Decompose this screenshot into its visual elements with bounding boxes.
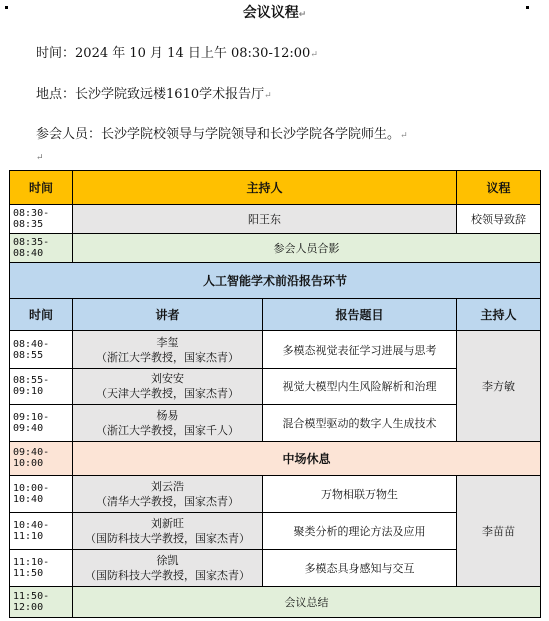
header-row-2: [10, 298, 541, 331]
header-time: 时间: [10, 171, 73, 205]
speaker-affiliation: （浙江大学教授，国家千人）: [96, 423, 239, 437]
talk-time: 09:10-09:40: [10, 404, 73, 442]
talk-topic: 多模态具身感知与交互: [263, 549, 457, 587]
speaker-name: 刘新旺: [151, 517, 184, 531]
header-row-1: [10, 171, 541, 205]
agenda-table: [9, 170, 541, 618]
speaker-affiliation: （天津大学教授，国家杰青）: [96, 387, 239, 401]
talk-row: [10, 475, 541, 513]
row-agenda: 校领导致辞: [457, 204, 541, 233]
row-time: 08:35-08:40: [10, 233, 73, 262]
talk-speaker: [73, 475, 263, 513]
table-row: [10, 233, 541, 262]
speaker-name: 徐凯: [156, 554, 179, 568]
talk-time: 08:40-08:55: [10, 331, 73, 369]
speaker-affiliation: （清华大学教授，国家杰青）: [96, 494, 239, 508]
speaker-name: 李玺: [156, 335, 179, 349]
talk-topic: 混合模型驱动的数字人生成技术: [263, 404, 457, 442]
talk-time: 11:10-11:50: [10, 549, 73, 587]
closing-row: [10, 587, 541, 618]
info-place: 地点：长沙学院致远楼1610学术报告厅↵: [36, 87, 272, 102]
header-speaker: 讲者: [73, 298, 263, 331]
header-agenda: 议程: [457, 171, 541, 205]
speaker-affiliation: （浙江大学教授，国家杰青）: [96, 350, 239, 364]
talk-speaker: [73, 513, 263, 550]
header-host: 主持人: [73, 171, 457, 205]
header-time: 时间: [10, 298, 73, 331]
session-host: 李方敏: [457, 331, 541, 442]
row-time: 08:30-08:35: [10, 204, 73, 233]
speaker-name: 杨易: [156, 408, 179, 422]
info-attendees: 参会人员：长沙学院校领导与学院领导和长沙学院各学院师生。↵: [36, 127, 408, 142]
talk-speaker: [73, 549, 263, 587]
talk-row: [10, 331, 541, 369]
table-row: [10, 204, 541, 233]
talk-topic: 聚类分析的理论方法及应用: [263, 513, 457, 550]
paragraph-mark: ↵: [36, 153, 44, 163]
break-label: 中场休息: [73, 442, 541, 476]
header-host: 主持人: [457, 298, 541, 331]
talk-topic: 视觉大模型内生风险解析和治理: [263, 369, 457, 405]
closing-label: 会议总结: [73, 587, 541, 618]
speaker-affiliation: （国防科技大学教授，国家杰青）: [85, 569, 250, 583]
talk-time: 10:40-11:10: [10, 513, 73, 550]
corner-dot-right: [526, 6, 529, 9]
talk-topic: 万物相联万物生: [263, 475, 457, 513]
page-title: 会议议程↵: [242, 5, 307, 21]
speaker-name: 刘安安: [151, 372, 184, 386]
corner-dot-left: [5, 6, 8, 9]
talk-speaker: [73, 331, 263, 369]
info-time: 时间：2024 年 10 月 14 日上午 08:30-12:00↵: [36, 46, 318, 61]
talk-time: 10:00-10:40: [10, 475, 73, 513]
speaker-affiliation: （国防科技大学教授，国家杰青）: [85, 532, 250, 546]
section-title: 人工智能学术前沿报告环节: [10, 263, 541, 299]
talk-time: 08:55-09:10: [10, 369, 73, 405]
speaker-name: 刘云浩: [151, 479, 184, 493]
row-content: 参会人员合影: [73, 233, 541, 262]
section-row: [10, 263, 541, 299]
break-row: [10, 442, 541, 476]
break-time: 09:40-10:00: [10, 442, 73, 476]
talk-speaker: [73, 404, 263, 442]
closing-time: 11:50-12:00: [10, 587, 73, 618]
row-host: 阳王东: [73, 204, 457, 233]
talk-speaker: [73, 369, 263, 405]
talk-topic: 多模态视觉表征学习进展与思考: [263, 331, 457, 369]
header-topic: 报告题目: [263, 298, 457, 331]
session-host: 李苗苗: [457, 475, 541, 587]
